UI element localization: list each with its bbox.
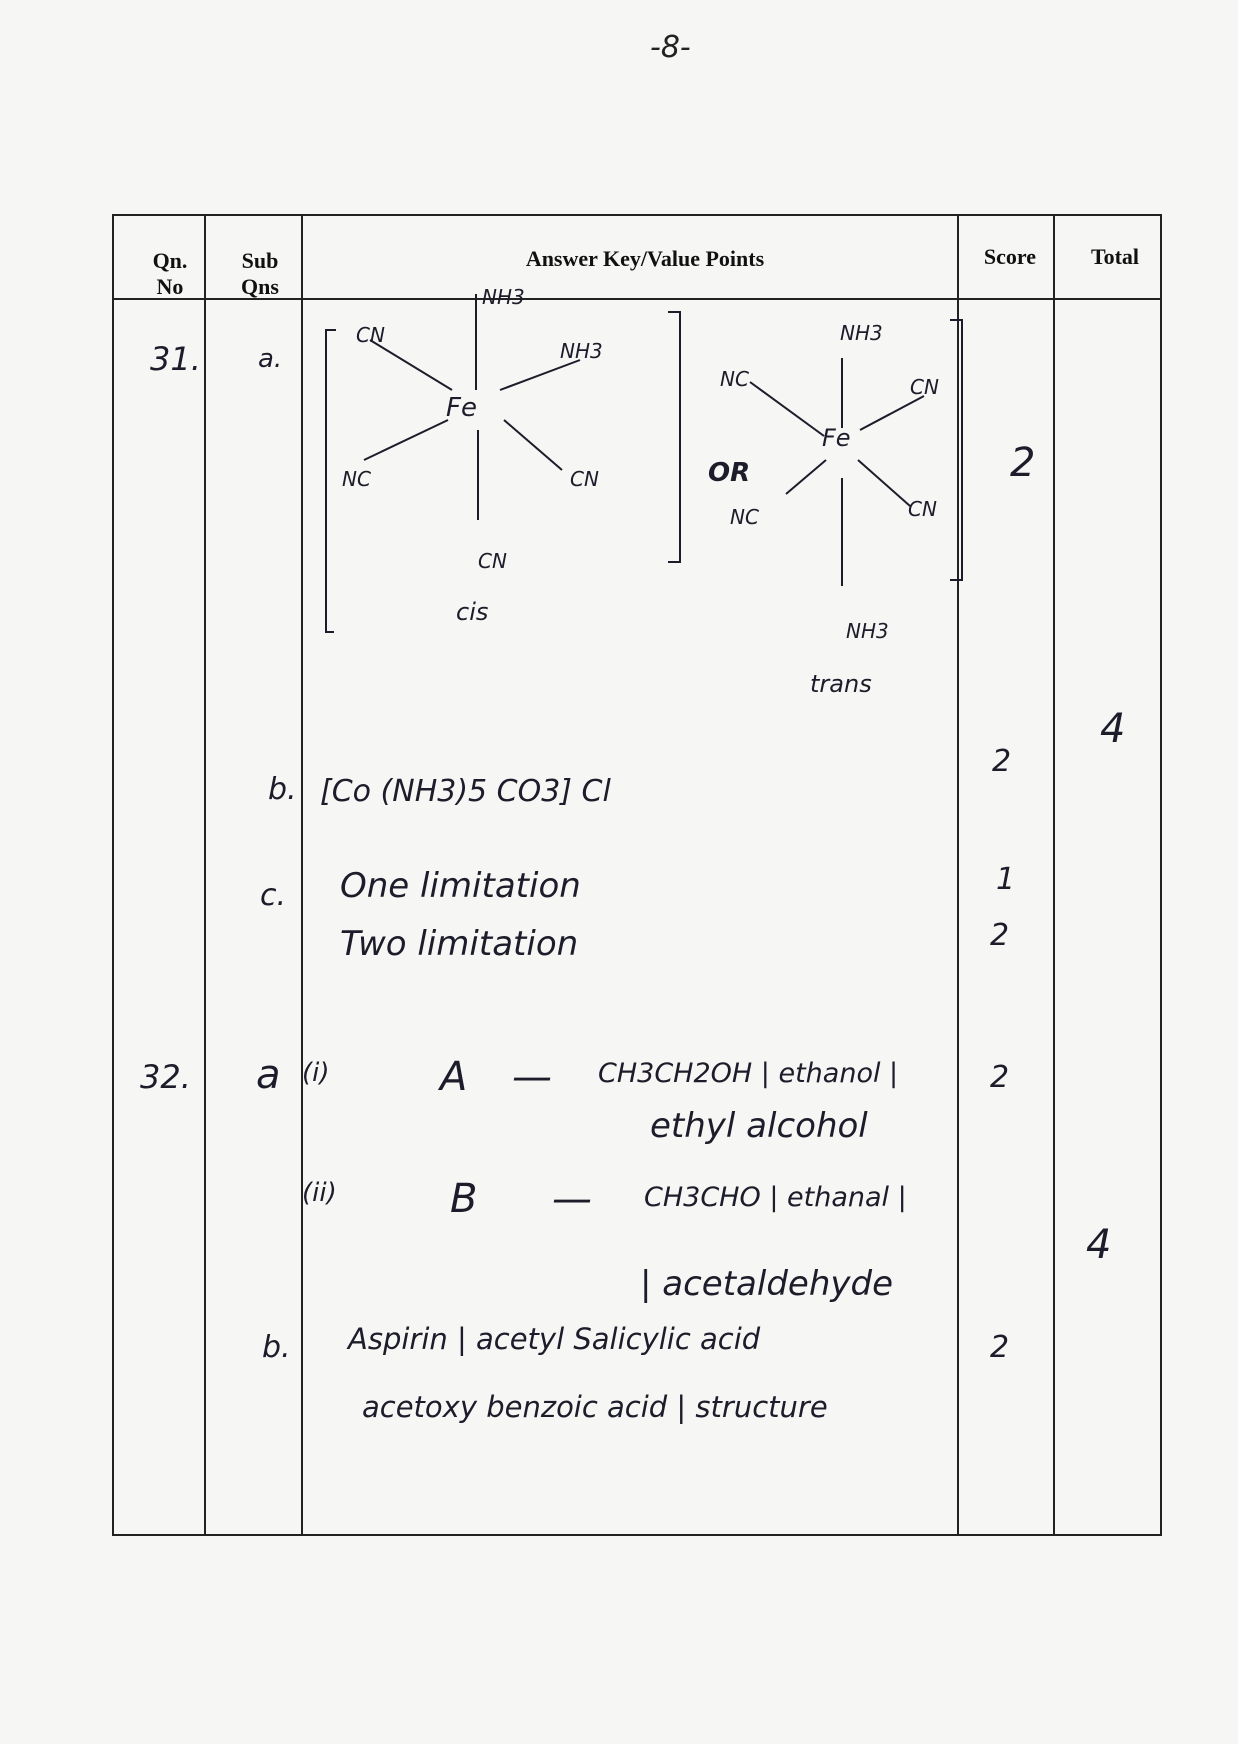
table-bottom-border <box>112 1534 1162 1536</box>
trans-ligand-bottom: NH3 <box>846 619 889 643</box>
column-border-left <box>112 214 114 1536</box>
table-top-border <box>112 214 1162 216</box>
q31-b-formula: [Co (NH3)5 CO3] Cl <box>320 774 611 809</box>
q31-c-score2: 2 <box>990 918 1010 953</box>
column-border-sub <box>301 214 303 1536</box>
cis-ligand-upper-left: CN <box>356 323 385 347</box>
trans-bracket-right <box>950 320 962 580</box>
q32-a-i-line1: CH3CH2OH | ethanol | <box>598 1058 899 1089</box>
column-border-qn <box>204 214 206 1536</box>
header-total: Total <box>1090 244 1140 269</box>
q31-c-line2: Two limitation <box>340 924 579 964</box>
cis-ligand-upper-right: NH3 <box>560 339 603 363</box>
q32-a-ii-dash: — <box>552 1176 592 1222</box>
q31-total: 4 <box>1100 706 1126 752</box>
column-border-score <box>1053 214 1055 1536</box>
q32-total: 4 <box>1086 1222 1112 1268</box>
q32-a-ii-line2: | acetaldehyde <box>640 1264 893 1304</box>
trans-caption: trans <box>810 670 872 698</box>
q32-a-label: a <box>256 1052 281 1098</box>
q32-a-i-label: (i) <box>302 1058 330 1088</box>
question-32-number: 32. <box>140 1058 191 1096</box>
trans-ligand-lower-left: NC <box>730 505 759 529</box>
header-sub-qns: Sub Qns <box>241 248 279 299</box>
header-qn-no: Qn. No <box>152 248 188 299</box>
q31-b-label: b. <box>268 772 297 807</box>
cis-ligand-top: NH3 <box>482 285 525 309</box>
page-number: -8- <box>650 30 691 65</box>
or-connector: OR <box>708 458 751 488</box>
trans-center-metal: Fe <box>822 424 851 452</box>
q32-a-ii-label: (ii) <box>302 1178 337 1208</box>
trans-isomer-structure <box>720 310 980 710</box>
q32-a-i-line2: ethyl alcohol <box>650 1106 868 1146</box>
q32-b-label: b. <box>262 1330 291 1365</box>
cis-isomer-structure <box>320 285 700 650</box>
q31-c-score1: 1 <box>996 862 1016 897</box>
cis-ligand-lower-left: NC <box>342 467 371 491</box>
q31-b-score: 2 <box>992 744 1012 779</box>
q32-a-i-dash: — <box>512 1054 552 1100</box>
q32-a-i-key: A <box>440 1054 468 1100</box>
trans-ligand-top: NH3 <box>840 321 883 345</box>
q32-a-ii-key: B <box>450 1176 478 1222</box>
trans-ligand-lower-right: CN <box>908 497 937 521</box>
trans-ligand-upper-right: CN <box>910 375 939 399</box>
cis-bracket-right <box>668 312 680 562</box>
q32-b-line2: acetoxy benzoic acid | structure <box>362 1390 828 1424</box>
q31-c-line1: One limitation <box>340 866 581 906</box>
header-score: Score <box>983 244 1037 269</box>
cis-bracket-left <box>326 330 336 632</box>
cis-ligand-bottom: CN <box>478 549 507 573</box>
q31-a-score: 2 <box>1010 440 1036 486</box>
q32-a-ii-line1: CH3CHO | ethanal | <box>644 1182 907 1213</box>
cis-caption: cis <box>456 598 489 626</box>
q31-c-label: c. <box>260 878 287 913</box>
q31-a-label: a. <box>258 344 283 374</box>
q32-a-i-score: 2 <box>990 1060 1010 1095</box>
q32-b-score: 2 <box>990 1330 1010 1365</box>
column-border-right <box>1160 214 1162 1536</box>
trans-ligand-upper-left: NC <box>720 367 749 391</box>
cis-center-metal: Fe <box>446 393 477 423</box>
header-answer-key: Answer Key/Value Points <box>525 246 765 271</box>
cis-ligand-lower-right: CN <box>570 467 599 491</box>
question-31-number: 31. <box>150 340 201 378</box>
q32-b-line1: Aspirin | acetyl Salicylic acid <box>348 1322 761 1356</box>
